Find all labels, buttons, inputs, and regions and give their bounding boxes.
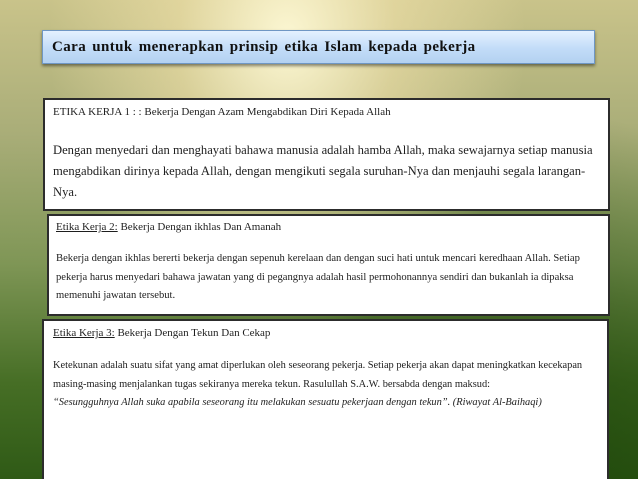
ethics-card-3-title: Bekerja Dengan Tekun Dan Cekap [114,327,271,339]
ethics-card-2-label: Etika Kerja 2: [56,221,118,233]
ethics-card-1-heading [53,106,600,119]
ethics-card-1-title: Bekerja Dengan Azam Mengabdikan Diri Kepada Allah [141,106,391,118]
slide-title: Cara untuk menerapkan prinsip etika Islam kepada pekerja [52,38,476,55]
ethics-card-3 [42,319,609,479]
ethics-card-3-text: Ketekunan adalah suatu sifat yang amat diperlukan oleh seseorang pekerja. Setiap pekerja akan dapat meningkatkan kecekapan masing-masing menjalankan tugas sekiranya mereka tekun. Rasulullah S.A.W. bersabda dengan maksud: [53,360,583,390]
ethics-card-3-heading [53,327,598,340]
ethics-card-2 [47,214,610,316]
ethics-card-2-heading [56,221,601,234]
ethics-card-1 [43,98,610,211]
ethics-card-3-body [53,357,598,413]
ethics-card-2-body: Bekerja dengan ikhlas bererti bekerja dengan sepenuh kerelaan dan dengan suci hati untuk mencari keredhaan Allah. Setiap pekerja harus menyedari bahawa jawatan yang di pegangnya adalah hasil permohonannya sendiri dan bukanlah ia dipaksa memenuhi jawatan tersebut. [56,253,580,301]
ethics-card-3-label: Etika Kerja 3: [53,327,115,339]
ethics-card-1-label: ETIKA KERJA 1 : : [53,106,142,118]
title-banner [42,30,595,64]
ethics-card-2-title: Bekerja Dengan ikhlas Dan Amanah [117,221,282,233]
ethics-card-1-body: Dengan menyedari dan menghayati bahawa manusia adalah hamba Allah, maka sewajarnya setiap manusia mengabdikan dirinya kepada Allah, dengan mengikuti segala suruhan-Nya dan menjauhi segala larangan-Nya. [53,143,593,199]
hadith-quote: “Sesungguhnya Allah suka apabila seseorang itu melakukan sesuatu pekerjaan dengan tekun”. (Riwayat Al-Baihaqi) [53,397,542,408]
